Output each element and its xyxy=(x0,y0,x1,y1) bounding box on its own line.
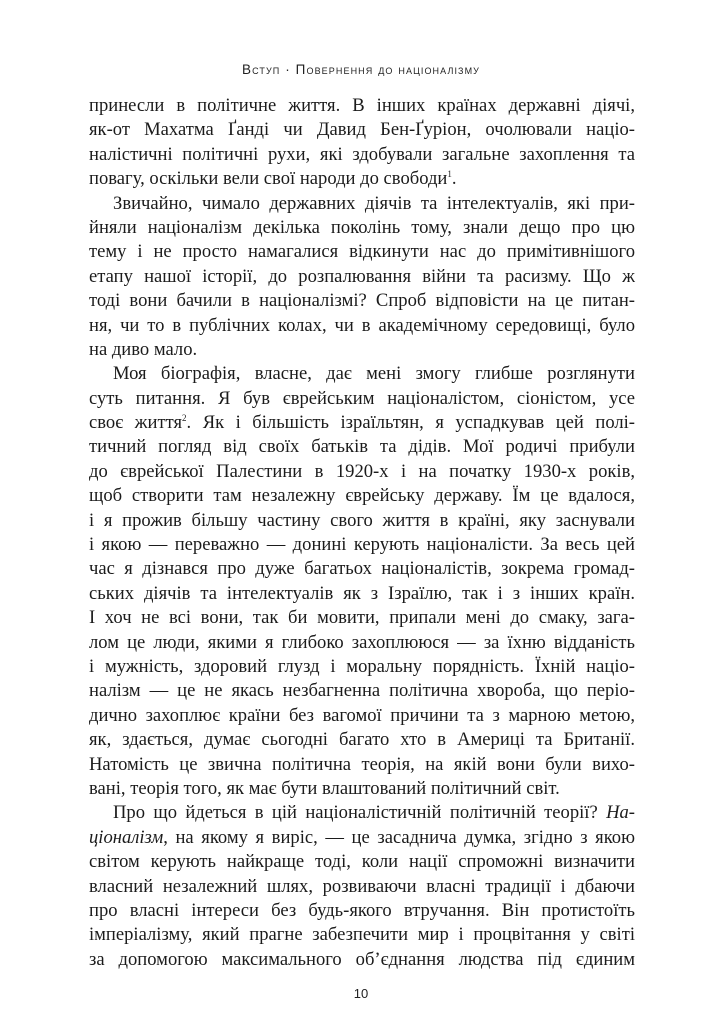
body-text xyxy=(89,94,635,972)
text-segment: . Як і більшість ізраїльтян, я успадкував цей полі- xyxy=(186,412,636,434)
text-line: етапу нашої історії, до розпалювання війни та расизму. Що ж xyxy=(89,265,635,287)
text-line: до єврейської Палестини в 1920-х і на початку 1930-х років, xyxy=(89,460,635,482)
text-line: як, здається, думає сьогодні багато хто в Америці та Британії. xyxy=(89,729,635,751)
text-line xyxy=(89,801,635,825)
text-line: налістичні політичні рухи, які здобували загальне захоплення та xyxy=(89,143,635,165)
text-segment: Про що йдеться в цій націоналістичній політичній теорії? xyxy=(113,802,607,824)
text-line: вані, теорія того, як має бути влаштований політичний світ. xyxy=(89,777,560,799)
text-line: власний незалежний шлях, розвиваючи власні традиції і дбаючи xyxy=(89,875,635,897)
text-line: тему і не просто намагалися відкинути нас до примітивнішого xyxy=(89,241,635,263)
italic-term: На- xyxy=(606,802,635,824)
running-head: Вступ · Повернення до націоналізму xyxy=(241,62,480,77)
text-line: Натомість це звична політична теорія, на якій вони були вихо- xyxy=(89,753,635,775)
footnote-ref-1[interactable]: 1 xyxy=(447,169,452,180)
text-line: і якою — переважно — донині керують націоналісти. За весь цей xyxy=(89,534,635,556)
text-line: тичний погляд від своїх батьків та дідів. Мої родичі прибули xyxy=(89,436,635,458)
text-line: ських діячів та інтелектуалів як з Ізраїлю, так і з інших країн. xyxy=(89,582,635,604)
text-line: імперіалізму, який прагне забезпечити мир і процвітання у світі xyxy=(89,924,635,946)
text-line: лом це люди, якими я глибоко захоплююся — за їхню відданість xyxy=(89,631,635,653)
text-line: і я прожив більшу частину свого життя в країні, яку заснували xyxy=(89,509,635,531)
text-line: дично захоплює країни без вагомої причини та з марною метою, xyxy=(89,704,635,726)
paragraph-1 xyxy=(89,94,635,192)
text-segment: повагу, оскільки вели свої народи до свободи xyxy=(89,168,448,190)
page-number: 10 xyxy=(353,986,369,1001)
text-line: світом керують найкраще тоді, коли нації спроможні визначити xyxy=(89,851,635,873)
text-line: налізм — це не якась незбагненна політична хвороба, що періо- xyxy=(89,680,635,702)
text-line: тоді вони бачили в націоналізмі? Спроб відповісти на це питан- xyxy=(89,290,635,312)
text-line xyxy=(89,411,635,435)
text-line xyxy=(89,167,635,191)
text-line: час я дізнався про дуже багатьох націоналістів, зокрема громад- xyxy=(89,558,635,580)
paragraph-3 xyxy=(89,362,635,801)
text-line: принесли в політичне життя. В інших країнах державні діячі, xyxy=(89,95,635,116)
text-line: за допомогою максимального об’єднання людства під єдиним xyxy=(89,948,635,970)
text-line: ня, чи то в публічних колах, чи в академічному середовищі, було xyxy=(89,314,635,336)
footnote-ref-2[interactable]: 2 xyxy=(182,413,187,424)
text-line: як-от Махатма Ґанді чи Давид Бен-Ґуріон, очолювали націо- xyxy=(89,119,635,141)
text-line: Звичайно, чимало державних діячів та інтелектуалів, які при- xyxy=(113,192,635,214)
paragraph-4 xyxy=(89,801,635,972)
paragraph-2 xyxy=(89,192,635,363)
text-line: Моя біографія, власне, дає мені змогу глибше розглянути xyxy=(113,363,635,385)
text-line: щоб створити там незалежну єврейську державу. Їм це вдалося, xyxy=(89,485,635,507)
text-segment: . xyxy=(451,168,457,190)
text-line: про власні інтереси без будь-якого втручання. Він протистоїть xyxy=(89,899,635,921)
italic-term: ціоналізм xyxy=(89,826,164,848)
text-line xyxy=(89,826,635,850)
text-line: йняли націоналізм декілька поколінь тому, знали дещо про цю xyxy=(89,216,635,238)
text-line: суть питання. Я був єврейським націоналістом, сіоністом, усе xyxy=(89,387,635,409)
text-segment: , на якому я виріс, — це засаднича думка, згідно з якою xyxy=(163,826,635,848)
text-line: на диво мало. xyxy=(89,338,198,360)
text-line: і мужність, здоровий глузд і моральну порядність. Їхній націо- xyxy=(89,655,635,677)
text-line: І хоч не всі вони, так би мовити, припали мені до смаку, зага- xyxy=(89,607,635,629)
text-segment: своє життя xyxy=(89,412,183,434)
